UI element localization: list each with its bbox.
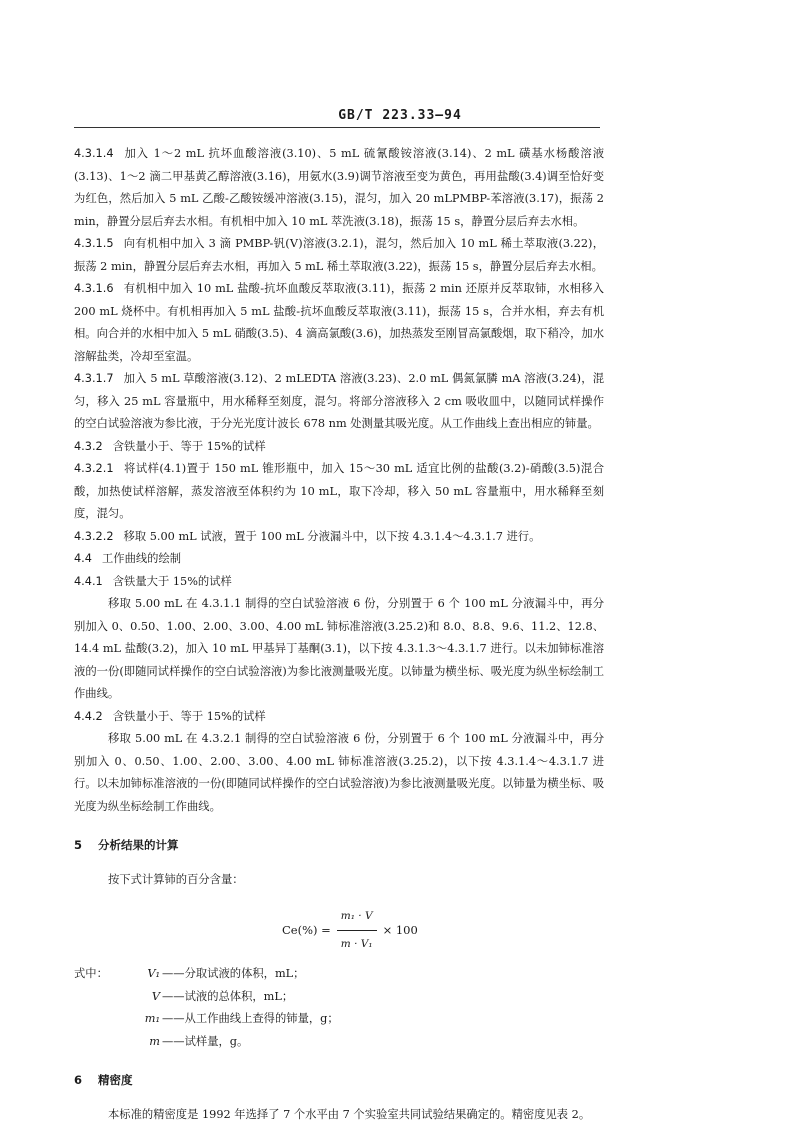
clause-paragraph <box>74 458 604 526</box>
section-5-heading <box>74 834 604 857</box>
clause-paragraph <box>74 233 604 278</box>
clause-number: 4.3.2.2 <box>74 530 114 543</box>
clause-text: 向有机相中加入 3 滴 PMBP-钒(Ⅴ)溶液(3.2.1)，混匀，然后加入 10 mL 稀土萃取液(3.22)，振荡 2 min，静置分层后弃去水相，再加入 5 mL 稀土萃取液(3.22)，振荡 15 s，静置分层后弃去水相。 <box>74 237 604 273</box>
formula-intro: 按下式计算铈的百分含量： <box>74 869 604 892</box>
definition-row <box>74 1031 604 1054</box>
clause-number: 4.3.1.7 <box>74 372 114 385</box>
definition-symbol: m <box>120 1031 162 1054</box>
symbol-definitions <box>74 963 604 1053</box>
clause-text: 移取 5.00 mL 在 4.3.1.1 制得的空白试验溶液 6 份，分别置于 6 个 100 mL 分液漏斗中，再分别加入 0、0.50、1.00、2.00、3.00、4.00 mL 铈标准溶液(3.25.2)和 8.0、8.8、9.6、11.2、12.8、14.4 mL 盐酸(3.2)，加入 10 mL 甲基异丁基酮(3.1)，以下按 4.3.1.3～4.3.1.7 进行。以未加铈标准溶液的一份(即随同试样操作的空白试验溶液)为参比液测量吸光度。以铈量为横坐标、吸光度为纵坐标绘制工作曲线。 <box>74 597 604 700</box>
clause-text: 有机相中加入 10 mL 盐酸-抗坏血酸反萃取液(3.11)，振荡 2 min 还原并反萃取铈，水相移入 200 mL 烧杯中。有机相再加入 5 mL 盐酸-抗坏血酸反萃取液(3.11)，振荡 15 s，合并水相，弃去有机相。向合并的水相中加入 5 mL 硝酸(3.5)、4 滴高氯酸(3.6)，加热蒸发至刚冒高氯酸烟，取下稍冷，加水溶解盐类，冷却至室温。 <box>74 282 604 363</box>
clause-number: 4.3.1.6 <box>74 282 114 295</box>
section-title: 精密度 <box>98 1073 133 1087</box>
formula-numerator: m₁ · V <box>337 905 377 931</box>
clause-number: 4.3.2.1 <box>74 462 114 475</box>
clause-paragraph <box>74 571 604 594</box>
formula-rhs: × 100 <box>383 919 418 942</box>
clause-paragraph <box>74 593 604 706</box>
clause-text: 加入 5 mL 草酸溶液(3.12)、2 mLEDTA 溶液(3.23)、2.0 mL 偶氮氯膦 mA 溶液(3.24)，混匀，移入 25 mL 容量瓶中，用水稀释至刻度，混匀。将部分溶液移入 2 cm 吸收皿中，以随同试样操作的空白试验溶液为参比液，于分光光度计波长 678 nm 处测量其吸光度。从工作曲线上查出相应的铈量。 <box>74 372 604 430</box>
definition-text: ——试液的总体积，mL； <box>162 986 293 1009</box>
clause-number: 4.4 <box>74 552 92 565</box>
clause-paragraph <box>74 548 604 571</box>
clause-text: 工作曲线的绘制 <box>102 552 181 565</box>
header-rule <box>74 127 600 128</box>
clause-paragraph <box>74 526 604 549</box>
clause-number: 4.3.1.4 <box>74 147 114 160</box>
precision-paragraph: 本标准的精密度是 1992 年选择了 7 个水平由 7 个实验室共同试验结果确定的。精密度见表 2。 <box>74 1104 604 1126</box>
clause-number: 4.3.2 <box>74 440 103 453</box>
page-header: GB/T 223.33—94 <box>0 108 800 123</box>
clause-number: 4.3.1.5 <box>74 237 114 250</box>
clause-paragraph <box>74 143 604 233</box>
definition-row <box>74 986 604 1009</box>
clause-number: 4.4.2 <box>74 710 103 723</box>
clause-paragraph <box>74 706 604 729</box>
section-number: 6 <box>74 1073 82 1087</box>
definition-symbol: V₁ <box>120 963 162 986</box>
definition-symbol: V <box>120 986 162 1009</box>
clause-paragraph <box>74 728 604 818</box>
formula-denominator: m · V₁ <box>337 931 377 956</box>
definition-text: ——从工作曲线上查得的铈量，g； <box>162 1008 339 1031</box>
section-title: 分析结果的计算 <box>98 838 179 852</box>
definition-text: ——试样量，g。 <box>162 1031 248 1054</box>
clause-text: 含铁量小于、等于 15%的试样 <box>113 440 266 453</box>
section-number: 5 <box>74 838 82 852</box>
clause-paragraph <box>74 436 604 459</box>
clause-number: 4.4.1 <box>74 575 103 588</box>
clause-text: 含铁量小于、等于 15%的试样 <box>113 710 266 723</box>
clause-text: 将试样(4.1)置于 150 mL 锥形瓶中，加入 15～30 mL 适宜比例的盐酸(3.2)-硝酸(3.5)混合酸，加热使试样溶解，蒸发溶液至体积约为 10 mL，取下冷却，移入 50 mL 容量瓶中，用水稀释至刻度，混匀。 <box>74 462 604 520</box>
clause-text: 含铁量大于 15%的试样 <box>113 575 232 588</box>
formula-block <box>74 899 604 959</box>
definition-text: ——分取试液的体积，mL； <box>162 963 304 986</box>
procedure-clauses <box>74 143 604 818</box>
clause-paragraph <box>74 278 604 368</box>
clause-text: 加入 1～2 mL 抗坏血酸溶液(3.10)、5 mL 硫氰酸铵溶液(3.14)、2 mL 磺基水杨酸溶液(3.13)、1～2 滴二甲基黄乙醇溶液(3.16)，用氨水(3.9)调节溶液至变为黄色，再用盐酸(3.4)调至恰好变为红色，然后加入 5 mL 乙酸-乙酸铵缓冲溶液(3.15)，混匀，加入 20 mLPMBP-苯溶液(3.17)，振荡 2 min，静置分层后弃去水相。有机相中加入 10 mL 萃洗液(3.18)，振荡 15 s，静置分层后弃去水相。 <box>74 147 604 228</box>
calculation-formula <box>282 905 418 955</box>
section-6-heading <box>74 1069 604 1092</box>
definition-row <box>74 963 604 986</box>
formula-lhs: Ce(%) = <box>282 919 331 942</box>
clause-text: 移取 5.00 mL 在 4.3.2.1 制得的空白试验溶液 6 份，分别置于 6 个 100 mL 分液漏斗中，再分别加入 0、0.50、1.00、2.00、3.00、4.00 mL 铈标准溶液(3.25.2)，以下按 4.3.1.4～4.3.1.7 进行。以未加铈标准溶液的一份(即随同试样操作的空白试验溶液)为参比液测量吸光度。以铈量为横坐标、吸光度为纵坐标绘制工作曲线。 <box>74 732 604 813</box>
formula-fraction <box>337 905 377 955</box>
clause-paragraph <box>74 368 604 436</box>
clause-text: 移取 5.00 mL 试液，置于 100 mL 分液漏斗中，以下按 4.3.1.4～4.3.1.7 进行。 <box>124 530 541 543</box>
definition-symbol: m₁ <box>120 1008 162 1031</box>
document-body <box>74 143 604 1126</box>
definition-row <box>74 1008 604 1031</box>
where-label: 式中： <box>74 963 120 986</box>
